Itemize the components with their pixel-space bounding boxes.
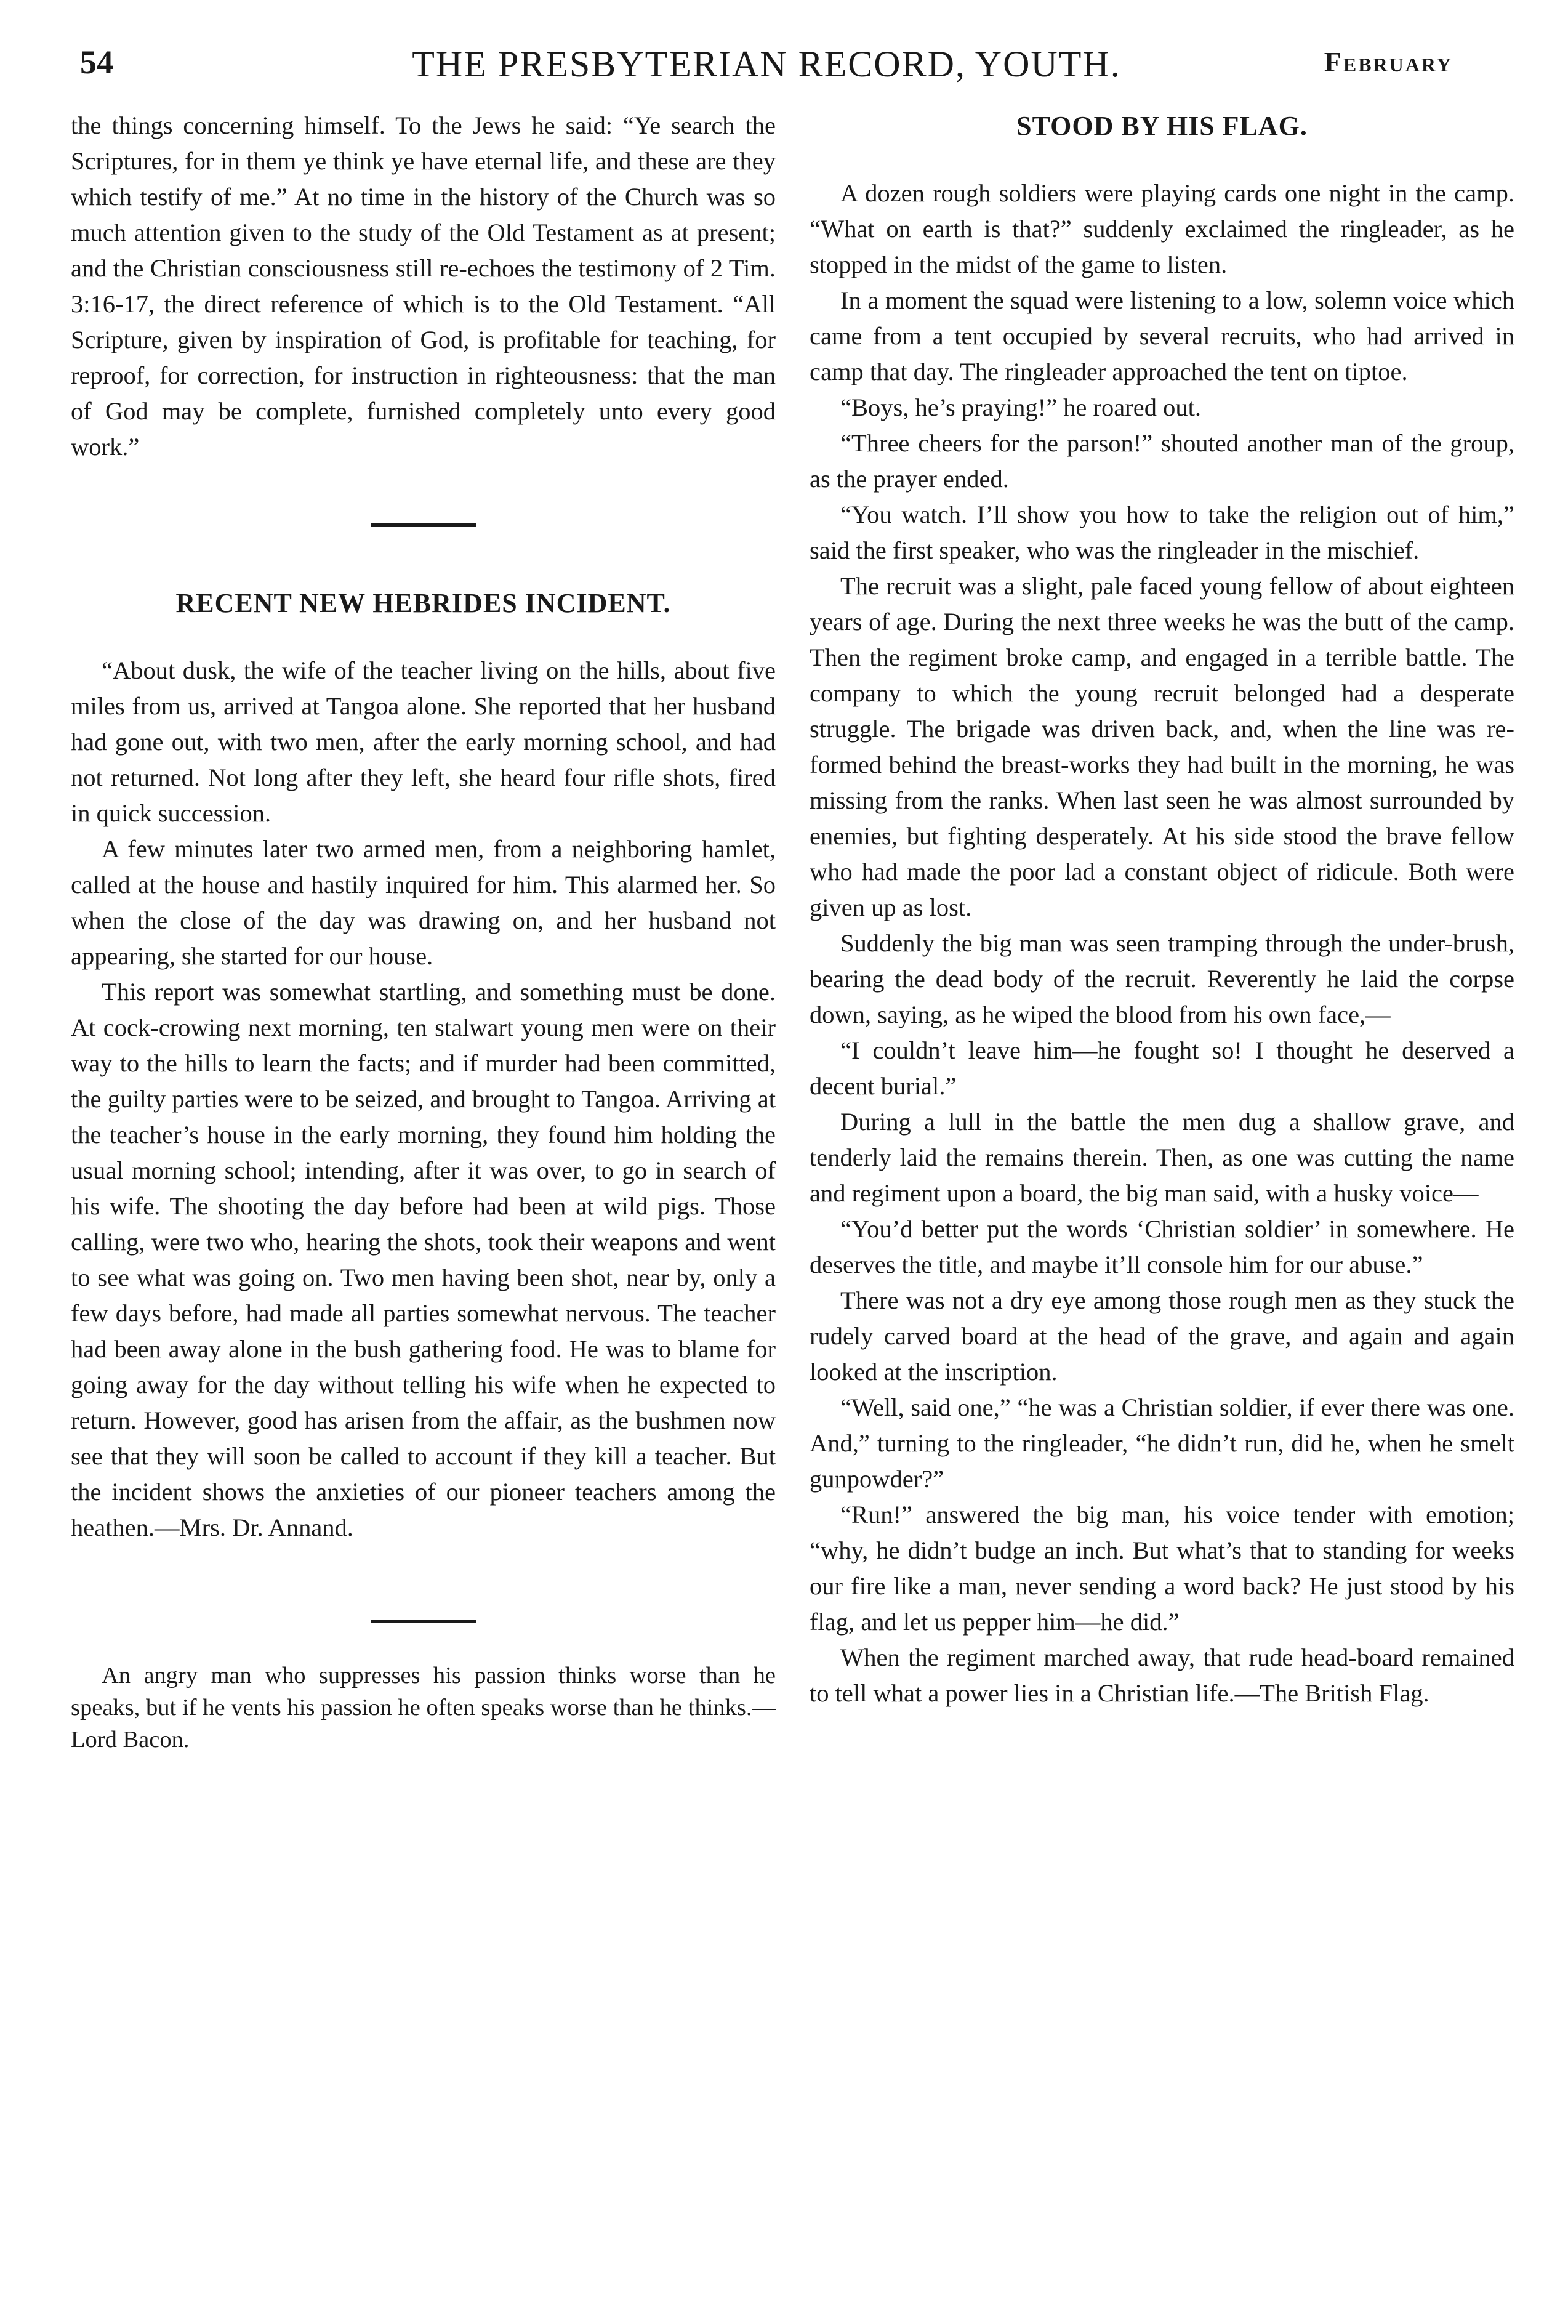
article-paragraph: There was not a dry eye among those rough men as they stuck the rudely carved board at the head of the grave, and again and again looked at the inscription. <box>810 1286 1514 1386</box>
article-paragraph: “You’d better put the words ‘Christian soldier’ in somewhere. He deserves the title, and maybe it’ll console him for our abuse.” <box>810 1215 1514 1278</box>
article-paragraph: “Boys, he’s praying!” he roared out. <box>840 393 1201 421</box>
page-number: 54 <box>80 44 113 81</box>
article-paragraph: “You watch. I’ll show you how to take the religion out of him,” said the first speaker, who was the ringleader in the mischief. <box>810 501 1514 564</box>
article-paragraph: This report was somewhat startling, and something must be done. At cock-crowing next morning, ten stalwart young men were on their way to the hills to learn the facts; and if murder had been committed, the guilty parties were to be seized, and brought to Tangoa. Arriving at the teacher’s house in the early morning, they found him holding the usual morning school; intending, after it was over, to go in search of his wife. The shooting the day before had been at wild pigs. Those calling, were two who, hearing the shots, took their weapons and went to see what was going on. Two men having been shot, near by, only a few days before, had made all parties somewhat nervous. The teacher had been away alone in the bush gathering food. He was to blame for going away for the day without telling his wife when he expected to return. However, good has arisen from the affair, as the bushmen now see that they will soon be called to account if they kill a teacher. But the incident shows the anxieties of our pioneer teachers among the heathen.—Mrs. Dr. Annand. <box>71 978 776 1541</box>
issue-month: February <box>1324 46 1453 78</box>
article-paragraph: “I couldn’t leave him—he fought so! I thought he deserved a decent burial.” <box>810 1036 1514 1100</box>
quote-paragraph: An angry man who suppresses his passion thinks worse than he speaks, but if he vents his passion he often speaks worse than he thinks.—Lord Bacon. <box>71 1663 776 1753</box>
article-paragraph: When the regiment marched away, that rude head-board remained to tell what a power lies in a Christian life.—The British Flag. <box>810 1644 1514 1707</box>
article-paragraph: “Well, said one,” “he was a Christian soldier, if ever there was one. And,” turning to the ringleader, “he didn’t run, did he, when he smelt gunpowder?” <box>810 1394 1514 1493</box>
article-title: RECENT NEW HEBRIDES INCIDENT. <box>175 588 671 618</box>
article-paragraph: “Run!” answered the big man, his voice tender with emotion; “why, he didn’t budge an inch. But what’s that to standing for weeks our fire like a man, never sending a word back? He just stood by his flag, and let us pepper him—he did.” <box>810 1501 1514 1636</box>
page-header <box>80 43 1453 99</box>
journal-title: THE PRESBYTERIAN RECORD, YOUTH. <box>412 44 1121 84</box>
continued-paragraph: the things concerning himself. To the Jews he said: “Ye search the Scriptures, for in them ye think ye have eternal life, and these are they which testify of me.” At no time in the history of the Church was so much attention given to the study of the Old Testament as at present; and the Christian consciousness still re-echoes the testimony of 2 Tim. 3:16-17, the direct reference of which is to the Old Testament. “All Scripture, given by inspiration of God, is profitable for teaching, for reproof, for correction, for instruction in righteousness: that the man of God may be complete, furnished completely unto every good work.” <box>71 111 776 461</box>
article-paragraph: A few minutes later two armed men, from a neighboring hamlet, called at the house and hastily inquired for him. This alarmed her. So when the close of the day was drawing on, and her husband not appearing, she started for our house. <box>71 835 776 970</box>
article-paragraph: “About dusk, the wife of the teacher living on the hills, about five miles from us, arrived at Tangoa alone. She reported that her husband had gone out, with two men, after the early morning school, and had not returned. Not long after they left, she heard four rifle shots, fired in quick succession. <box>71 656 776 827</box>
article-paragraph: A dozen rough soldiers were playing cards one night in the camp. “What on earth is that?” suddenly exclaimed the ringleader, as he stopped in the midst of the game to listen. <box>810 179 1514 278</box>
right-column <box>810 108 1514 1711</box>
article-title: STOOD BY HIS FLAG. <box>1016 111 1308 141</box>
article-paragraph: The recruit was a slight, pale faced young fellow of about eighteen years of age. During the next three weeks he was the butt of the camp. Then the regiment broke camp, and engaged in a terrible battle. The company to which the young recruit belonged had a desperate struggle. The brigade was driven back, and, when the line was re-formed behind the breast-works they had built in the morning, he was missing from the ranks. When last seen he was almost surrounded by enemies, but fighting desperately. At his side stood the brave fellow who had made the poor lad a constant object of ridicule. Both were given up as lost. <box>810 572 1514 921</box>
article-paragraph: In a moment the squad were listening to a low, solemn voice which came from a tent occupied by several recruits, who had arrived in camp that day. The ringleader approached the tent on tiptoe. <box>810 286 1514 385</box>
article-paragraph: “Three cheers for the parson!” shouted another man of the group, as the prayer ended. <box>810 429 1514 493</box>
article-paragraph: Suddenly the big man was seen tramping through the under-brush, bearing the dead body of the recruit. Reverently he laid the corpse down, saying, as he wiped the blood from his own face,— <box>810 929 1514 1028</box>
article-paragraph: During a lull in the battle the men dug a shallow grave, and tenderly laid the remains therein. Then, as one was cutting the name and regiment upon a board, the big man said, with a husky voice— <box>810 1108 1514 1207</box>
left-column <box>71 108 776 1756</box>
